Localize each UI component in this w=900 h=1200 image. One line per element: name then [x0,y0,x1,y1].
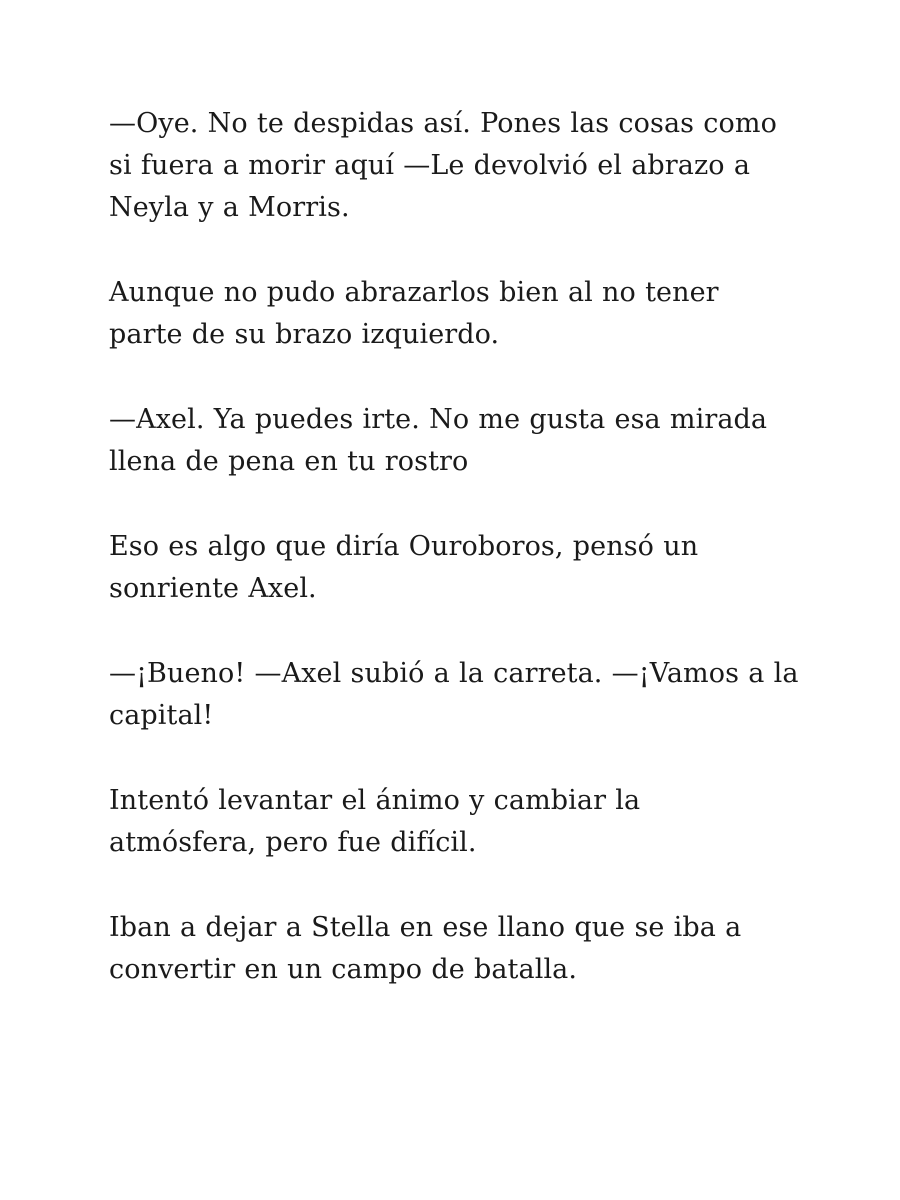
paragraph-line: parte de su brazo izquierdo. [109,319,500,350]
paragraph-line: Intentó levantar el ánimo y cambiar la [109,785,641,816]
paragraph-7 [109,907,800,991]
paragraph-line: Neyla y a Morris. [109,192,350,223]
paragraph-line: —Oye. No te despidas así. Pones las cosas como [109,108,777,139]
paragraph-line: llena de pena en tu rostro [109,446,469,477]
paragraph-1 [109,103,800,229]
paragraph-line: sonriente Axel. [109,573,317,604]
paragraph-line: convertir en un campo de batalla. [109,954,578,985]
paragraph-line: Eso es algo que diría Ouroboros, pensó un [109,531,699,562]
paragraph-3 [109,399,800,483]
paragraph-4 [109,526,800,610]
paragraph-line: Aunque no pudo abrazarlos bien al no tener [109,277,719,308]
paragraph-line: atmósfera, pero fue difícil. [109,827,477,858]
paragraph-line: si fuera a morir aquí —Le devolvió el abrazo a [109,150,751,181]
text-body [109,103,800,991]
paragraph-line: Iban a dejar a Stella en ese llano que se iba a [109,912,742,943]
paragraph-2 [109,272,800,356]
paragraph-line: —¡Bueno! —Axel subió a la carreta. —¡Vamos a la [109,658,799,689]
paragraph-6 [109,780,800,864]
paragraph-5 [109,653,800,737]
paragraph-line: capital! [109,700,214,731]
paragraph-line: —Axel. Ya puedes irte. No me gusta esa mirada [109,404,768,435]
